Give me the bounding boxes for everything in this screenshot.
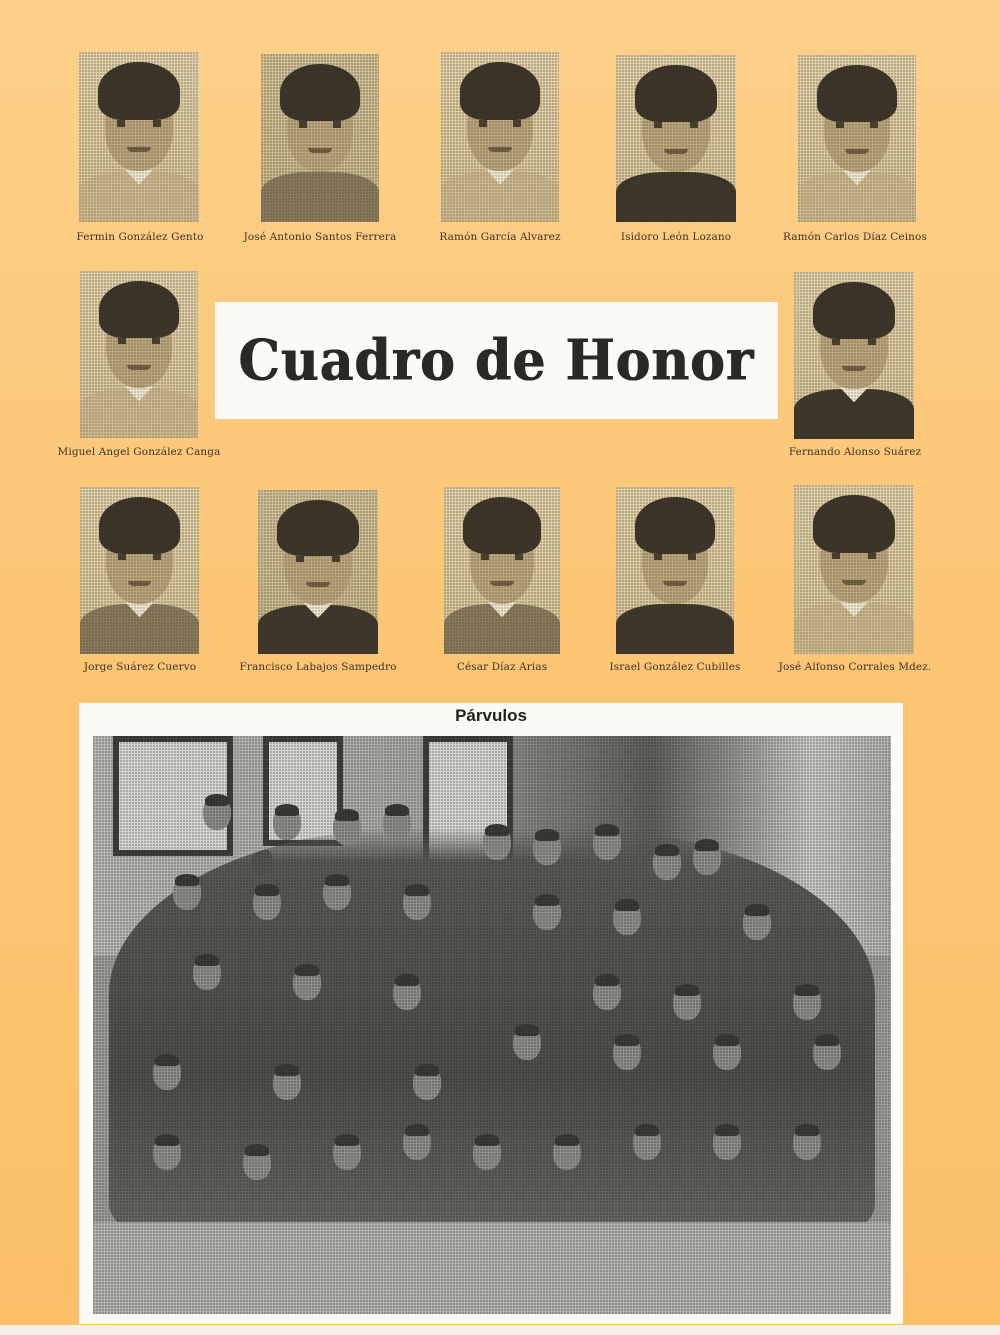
student-name: José Antonio Santos Ferrera [243,231,397,243]
group-photo-frame [79,703,903,1324]
student-photo [261,54,379,222]
student-name: Jorge Suárez Cuervo [83,661,197,673]
student-photo [79,52,199,222]
student-name: Ramón García Alvarez [439,231,561,243]
student-photo [258,490,378,654]
student-photo [616,487,734,654]
student-name: Fermin González Gento [76,231,204,243]
title-banner [215,302,778,419]
student-name: Ramón Carlos Díaz Ceinos [783,231,927,243]
student-name: Isidoro León Lozano [620,231,732,243]
student-photo [798,55,916,222]
student-photo [444,487,560,654]
page-title: Cuadro de Honor [238,327,755,394]
page-bottom-edge [0,1325,1000,1335]
student-photo [794,272,914,439]
student-photo [80,487,199,654]
student-name: José Alfonso Corrales Mdez. [778,661,932,673]
student-name: César Díaz Arias [456,661,548,673]
group-title: Párvulos [455,706,527,725]
student-name: Miguel Angel González Canga [57,446,221,458]
student-photo [441,52,559,222]
student-name: Francisco Labajos Sampedro [239,661,397,673]
student-photo [616,55,736,222]
student-name: Fernando Alonso Suárez [788,446,922,458]
student-name: Israel González Cubilles [609,661,741,673]
group-photo [93,736,891,1314]
student-photo [794,485,914,654]
student-photo [80,271,198,438]
